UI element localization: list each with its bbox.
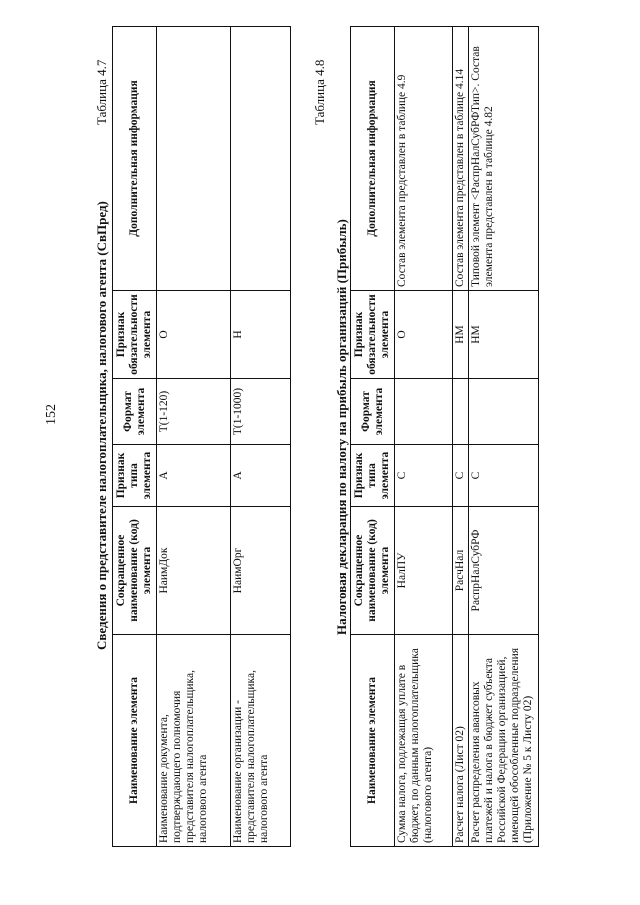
table-cell: НалПУ bbox=[395, 507, 453, 635]
header-cell: Сокращенное наименование (код) элемента bbox=[113, 507, 157, 635]
header-cell: Наименование элемента bbox=[351, 635, 395, 847]
table-cell: Состав элемента представлен в таблице 4.9 bbox=[395, 27, 453, 291]
table-row bbox=[469, 27, 539, 847]
header-cell: Формат элемента bbox=[351, 379, 395, 445]
table-cell: Типовой элемент <РаспрНалСубРФТип>. Состав элемента представлен в таблице 4.82 bbox=[469, 27, 539, 291]
header-cell: Признак типа элемента bbox=[113, 445, 157, 507]
table-row bbox=[453, 27, 469, 847]
table-cell bbox=[453, 379, 469, 445]
table-cell: О bbox=[395, 291, 453, 379]
table-4-7-title: Сведения о представителе налогоплательщика, налогового агента (СвПред) bbox=[94, 201, 109, 650]
table-cell bbox=[469, 379, 539, 445]
table-cell: РаспрНалСубРФ bbox=[469, 507, 539, 635]
table-cell: С bbox=[395, 445, 453, 507]
table-4-8 bbox=[350, 26, 539, 847]
table-cell bbox=[157, 27, 231, 291]
page-number: 152 bbox=[44, 404, 59, 425]
table-cell: Наименование организации - представителя налогоплательщика, налогового агента bbox=[231, 635, 291, 847]
table-cell: А bbox=[157, 445, 231, 507]
table-cell: Т(1-1000) bbox=[231, 379, 291, 445]
table-cell bbox=[231, 27, 291, 291]
header-cell: Дополнительная информация bbox=[351, 27, 395, 291]
table-cell: РасчНал bbox=[453, 507, 469, 635]
table-cell bbox=[395, 379, 453, 445]
header-cell: Признак обязательности элемента bbox=[113, 291, 157, 379]
table-row bbox=[395, 27, 453, 847]
table-4-8-header-row bbox=[351, 27, 395, 847]
table-cell: Н bbox=[231, 291, 291, 379]
table-cell: НМ bbox=[469, 291, 539, 379]
table-cell: НМ bbox=[453, 291, 469, 379]
header-cell: Признак типа элемента bbox=[351, 445, 395, 507]
table-cell: Т(1-120) bbox=[157, 379, 231, 445]
table-cell: А bbox=[231, 445, 291, 507]
header-cell: Формат элемента bbox=[113, 379, 157, 445]
table-cell: НаимОрг bbox=[231, 507, 291, 635]
table-cell: Расчет налога (Лист 02) bbox=[453, 635, 469, 847]
header-cell: Сокращенное наименование (код) элемента bbox=[351, 507, 395, 635]
table-cell: НаимДок bbox=[157, 507, 231, 635]
header-cell: Наименование элемента bbox=[113, 635, 157, 847]
table-4-7 bbox=[112, 26, 291, 847]
header-cell: Дополнительная информация bbox=[113, 27, 157, 291]
table-row bbox=[157, 27, 231, 847]
table-row bbox=[231, 27, 291, 847]
header-cell: Признак обязательности элемента bbox=[351, 291, 395, 379]
table-cell: Сумма налога, подлежащая уплате в бюджет, по данным налогоплательщика (налогового агента) bbox=[395, 635, 453, 847]
table-4-7-label: Таблица 4.7 bbox=[94, 59, 109, 125]
table-cell: Расчет распределения авансовых платежей и налога в бюджет субъекта Российской Федерации организацией, имеющей обособленные подразделения (Приложение № 5 к Листу 02) bbox=[469, 635, 539, 847]
table-cell: С bbox=[469, 445, 539, 507]
table-cell: О bbox=[157, 291, 231, 379]
table-cell: Состав элемента представлен в таблице 4.14 bbox=[453, 27, 469, 291]
table-cell: С bbox=[453, 445, 469, 507]
table-cell: Наименование документа, подтверждающего полномочия представителя налогоплательщика, налогового агента bbox=[157, 635, 231, 847]
table-4-8-label: Таблица 4.8 bbox=[312, 59, 327, 125]
table-4-8-title: Налоговая декларация по налогу на прибыль организаций (Прибыль) bbox=[334, 219, 349, 635]
table-4-7-header-row bbox=[113, 27, 157, 847]
